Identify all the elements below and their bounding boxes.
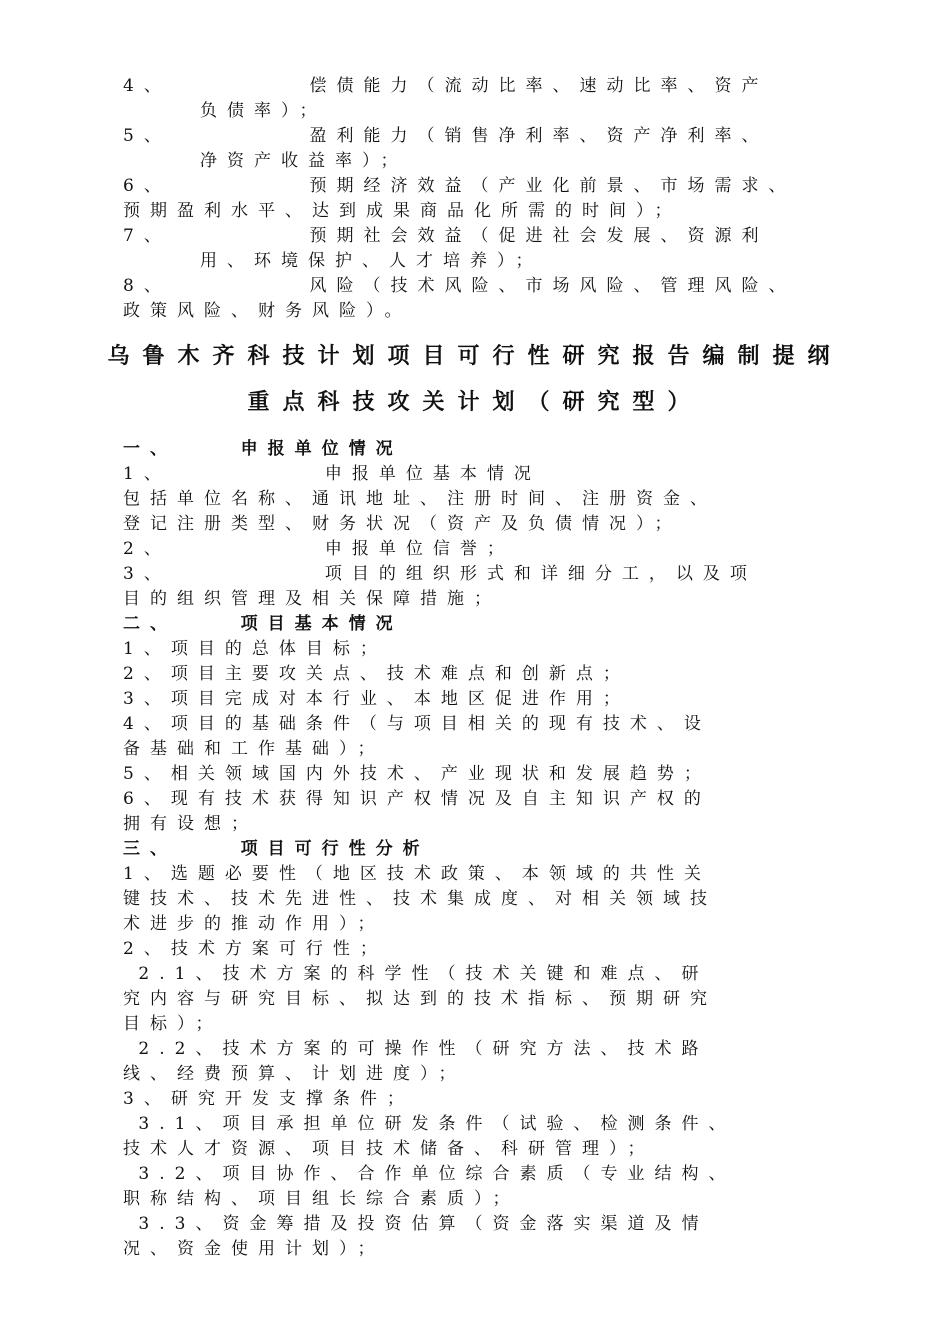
body-line: 目标）；	[123, 1014, 223, 1034]
body-line: 职称结构、项目组长综合素质）；	[123, 1189, 520, 1209]
list-item-4: 4、 偿债能力（流动比率、速动比率、资产	[123, 76, 769, 96]
list-item-5: 5、 盈利能力（销售净利率、资产净利率、	[123, 126, 769, 146]
body-line: 包括单位名称、通讯地址、注册时间、注册资金、	[123, 489, 717, 509]
body-line: 技术人才资源、项目技术储备、科研管理）；	[123, 1139, 655, 1159]
list-item-7: 7、 预期社会效益（促进社会发展、资源利	[123, 226, 769, 246]
body-line: 况、资金使用计划）；	[123, 1239, 385, 1259]
body-line: 究内容与研究目标、拟达到的技术指标、预期研究	[123, 989, 717, 1009]
list-item-6-cont: 预期盈利水平、达到成果商品化所需的时间）；	[123, 201, 682, 221]
body-line: 4、项目的基础条件（与项目相关的现有技术、设	[123, 714, 711, 734]
body-line: 3、研究开发支撑条件；	[123, 1089, 414, 1109]
body-line: 2.1、技术方案的科学性（技术关键和难点、研	[123, 964, 709, 984]
body-line: 线、经费预算、计划进度）；	[123, 1064, 466, 1084]
list-item-8-cont: 政策风险、财务风险）。	[123, 301, 412, 321]
body-line: 5、相关领域国内外技术、产业现状和发展趋势；	[123, 764, 711, 784]
body-line: 2.2、技术方案的可操作性（研究方法、技术路	[123, 1039, 709, 1059]
list-item-6: 6、 预期经济效益（产业化前景、市场需求、	[123, 176, 796, 196]
body-line: 1、项目的总体目标；	[123, 639, 387, 659]
body-line: 术进步的推动作用）；	[123, 914, 385, 934]
body-line: 2、项目主要攻关点、技术难点和创新点；	[123, 664, 630, 684]
section-heading-2: 二、 项目基本情况	[123, 614, 403, 634]
list-item-7-cont: 用、环境保护、人才培养）；	[123, 251, 543, 271]
document-title: 乌鲁木齐科技计划项目可行性研究报告编制提纲	[107, 344, 843, 369]
body-line: 键技术、技术先进性、技术集成度、对相关领域技	[123, 889, 717, 909]
body-line: 2、技术方案可行性；	[123, 939, 387, 959]
section-heading-1: 一、 申报单位情况	[123, 439, 403, 459]
list-item-4-cont: 负债率）；	[123, 101, 327, 121]
body-line: 3、 项目的组织形式和详细分工，以及项	[123, 564, 757, 584]
body-line: 3、项目完成对本行业、本地区促进作用；	[123, 689, 630, 709]
section-heading-3: 三、 项目可行性分析	[123, 839, 430, 859]
body-line: 6、现有技术获得知识产权情况及自主知识产权的	[123, 789, 711, 809]
body-line: 登记注册类型、财务状况（资产及负债情况）；	[123, 514, 682, 534]
body-line: 3.3、资金筹措及投资估算（资金落实渠道及情	[123, 1214, 709, 1234]
body-line: 3.2、项目协作、合作单位综合素质（专业结构、	[123, 1164, 736, 1184]
body-line: 备基础和工作基础）；	[123, 739, 385, 759]
body-line: 拥有设想；	[123, 814, 258, 834]
list-item-5-cont: 净资产收益率）；	[123, 151, 408, 171]
body-line: 目的组织管理及相关保障措施；	[123, 589, 501, 609]
list-item-8: 8、 风险（技术风险、市场风险、管理风险、	[123, 276, 796, 296]
document-subtitle: 重点科技攻关计划（研究型）	[247, 390, 703, 415]
body-line: 1、 申报单位基本情况	[123, 464, 541, 484]
body-line: 3.1、项目承担单位研发条件（试验、检测条件、	[123, 1114, 736, 1134]
body-line: 2、 申报单位信誉；	[123, 539, 514, 559]
body-line: 1、选题必要性（地区技术政策、本领域的共性关	[123, 864, 711, 884]
